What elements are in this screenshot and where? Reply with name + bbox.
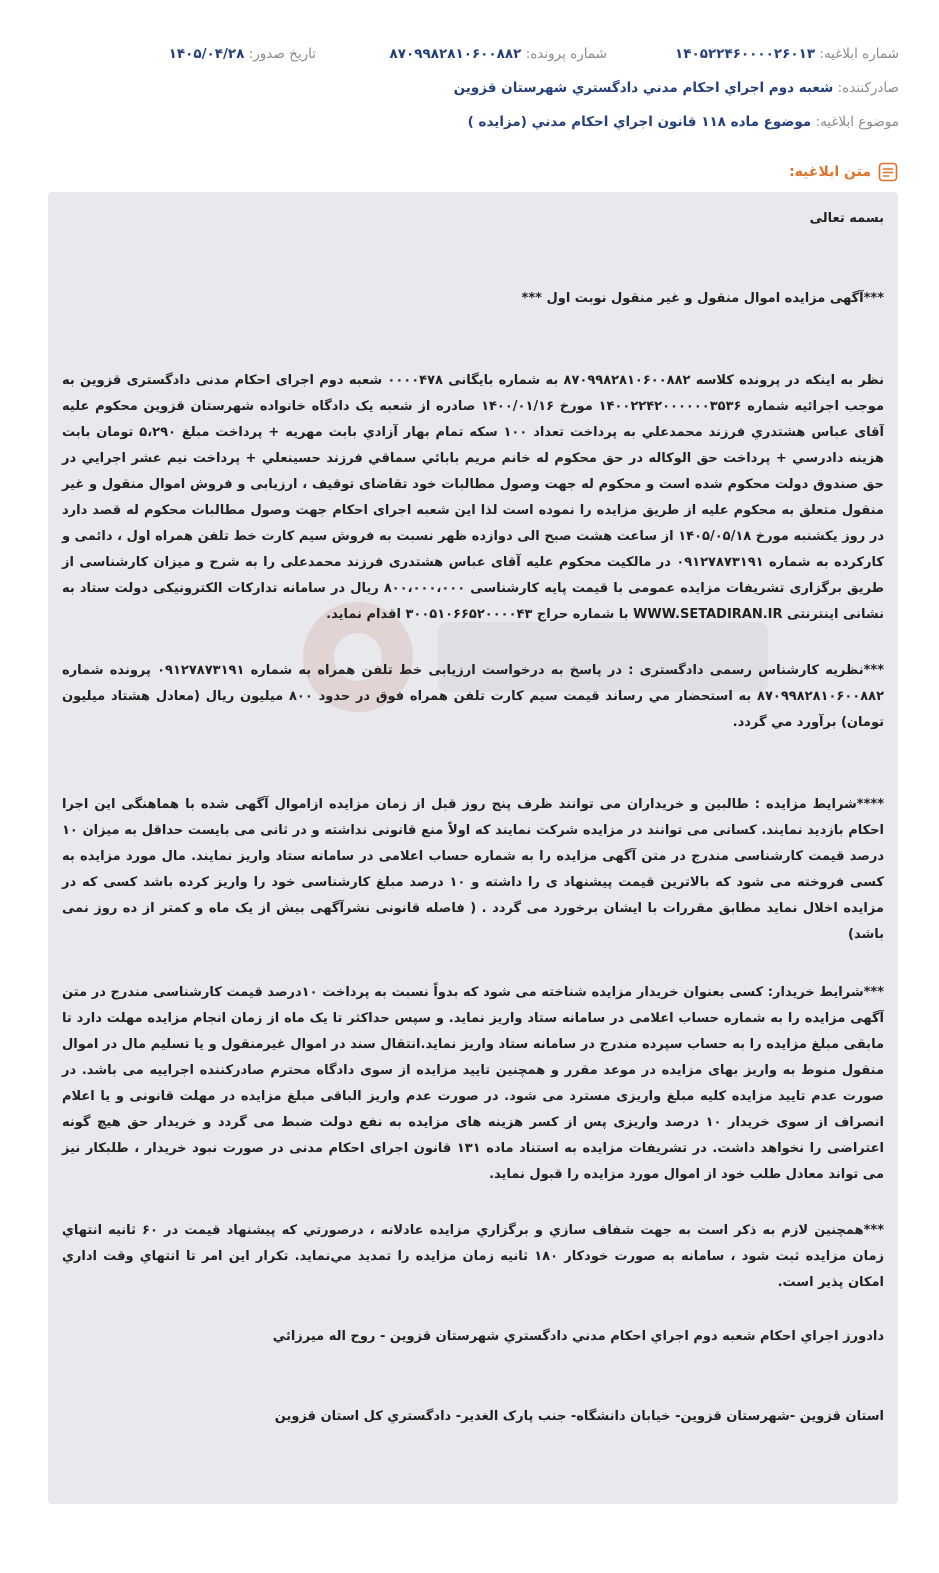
document-icon (877, 161, 899, 183)
expert-paragraph: ***نظریه کارشناس رسمی دادگستری : در پاسخ به درخواست ارزیابی خط تلفن همراه به شماره ۰۹۱۲۷۸۷۳۱۹۱ پرونده شماره ۸۷۰۹۹۸۲۸۱۰۶۰۰۸۸۲ به استحضار مي رساند قيمت سيم کارت تلفن همراه فوق در حدود ۸۰۰ ميليون ريال (معادل هشتاد ميليون تومان) برآورد مي گردد. (62, 663, 884, 730)
issuer-label: صادرکننده: (837, 80, 899, 96)
buyer-paragraph: ***شرایط خریدار: کسی بعنوان خریدار مزایده شناخته می شود که بدواً نسبت به پرداخت ۱۰درصد قیمت کارشناسی مندرج در متن آگهی مزایده را به شماره حساب اعلامی در سامانه ستاد واریز نماید. و سپس حداکثر تا یک ماه از زمان انجام مزایده مهلت دارد تا مابقی مبلغ مزایده را به حساب سپرده مندرج در سامانه ستاد واریز نماید.انتقال سند در اموال غیرمنقول و یا تسلیم مال در اموال منقول منوط به واریز بهای مزایده در موعد مقرر و همچنین تایید مزایده از سوی دادگاه محترم صادرکننده اجراییه می باشد. در صورت عدم تایید مزایده کلیه مبلغ واریزی مسترد می شود. در صورت عدم واریز الباقی مبلغ مزایده در مهلت قانونی و یا اعلام انصراف از سوی خریدار ۱۰ درصد واریزی پس از کسر هزینه های مزایده به نفع دولت ضبط می گردد و خریدار حق هیچ گونه اعتراضی را نخواهد داشت. در تشریفات مزایده به استناد ماده ۱۳۱ قانون اجرای احکام مدنی در صورت نبود خریدار ، طلبکار نیز می تواند معادل طلب خود از اموال مورد مزایده را قبول نماید. (62, 985, 885, 1182)
judge-line: دادورز اجراي احکام شعبه دوم اجراي احکام مدني دادگستري شهرستان قزوين - روح اله ميرزائي (272, 1329, 884, 1344)
notice-number (675, 46, 899, 62)
conditions-paragraph: ****شرایط مزایده : طالبین و خریداران می توانند ظرف پنج روز قبل از زمان مزایده ازاموال آگهی شده با هماهنگی این اجرا احکام بازدید نمایند. کسانی می توانند در مزایده شرکت نمایند که اولاً منع قانونی نداشته و در ثانی می بایست حداقل به میزان ۱۰ درصد قیمت کارشناسی مندرج در متن آگهی مزایده را به شماره حساب اعلامی در سامانه ستاد واریز نمایند. مال مورد مزایده به کسی فروخته می شود که بالاترین قیمت پیشنهاد ی را داشته و ۱۰ درصد مبلغ کارشناسی خود را واریز کرده باشد کسی که در مزایده اخلال نماید مطابق مقررات با ایشان برخورد می گردد . ( فاصله قانونی نشرآگهی بیش از یک ماه و کمتر از ده روز نمی باشد) (62, 797, 884, 942)
basmala: بسمه تعالی (809, 211, 884, 226)
meta-row-subject (40, 114, 899, 130)
issue-date-label: تاریخ صدور: (248, 46, 316, 62)
main-paragraph: نظر به اینکه در پرونده کلاسه ۸۷۰۹۹۸۲۸۱۰۶۰۰۸۸۲ به شماره بایگانی ۰۰۰۰۴۷۸ شعبه دوم اجرای احکام مدنی دادگستری قزوین به موجب اجرائیه شماره ۱۴۰۰۲۲۴۲۰۰۰۰۰۰۳۵۳۶ مورخ ۱۴۰۰/۰۱/۱۶ صادره از شعبه یک دادگاه خانواده شهرستان قزوین محکوم علیه آقای عباس هشتدري فرزند محمدعلي به پرداخت تعداد ۱۰۰ سکه تمام بهار آزادي بابت مهريه + پرداخت مبلغ ۵،۲۹۰ تومان بابت هزينه دادرسي + پرداخت حق الوکاله در حق محکوم له خانم مريم بابائي سماقي فرزند حسينعلي + پرداخت نيم عشر اجرايي در حق صندوق دولت محکوم شده است و محکوم له جهت وصول مطالبات خود تقاضای توقیف ، ارزیابی و فروش اموال منقول و غیر منقول متعلق به محکوم علیه از طریق مزایده را نموده است لذا این شعبه اجرای احکام جهت وصول مطالبات محکوم له قصد دارد در روز یکشنبه مورخ ۱۴۰۵/۰۵/۱۸ از ساعت هشت صبح الی دوازده ظهر نسبت به فروش سیم کارت خط تلفن همراه اول ، دائمی و کارکرده به شماره ۰۹۱۲۷۸۷۳۱۹۱ در مالکیت محکوم علیه آقای عباس هشتدری فرزند محمدعلی را به شرح و میزان کارشناسی از طریق برگزاری تشریفات مزایده عمومی با قیمت پایه کارشناسی ۸۰۰،۰۰۰،۰۰۰ ریال در سامانه تدارکات الکترونیکی دولت ستاد به نشانی اینترنتی WWW.SETADIRAN.IR با شماره حراج ۳۰۰۵۱۰۶۶۵۲۰۰۰۰۴۳ اقدام نماید. (62, 373, 885, 622)
file-number (390, 46, 607, 62)
auction-heading: ***آگهی مزایده اموال منقول و غیر منقول نوبت اول *** (521, 291, 884, 306)
notice-number-value: ۱۴۰۵۲۲۴۶۰۰۰۰۲۶۰۱۳ (675, 46, 816, 62)
extension-paragraph: ***همچنين لازم به ذکر است به جهت شفاف سازي و برگزاري مزايده عادلانه ، درصورتي که پيشنهاد قيمت در ۶۰ ثانيه انتهاي زمان مزايده ثبت شود ، سامانه به صورت خودکار ۱۸۰ ثانيه زمان مزايده را تمديد مي‌نمايد. تکرار اين امر تا انتهاي وقت اداري امکان پذير است. (62, 1223, 884, 1290)
notice-text-header (789, 160, 899, 184)
notice-text-box (48, 192, 898, 1504)
issue-date (169, 46, 316, 62)
address-line: استان قزوين -شهرستان قزوين- خيابان دانشگاه- جنب پارک الغدير- دادگستري کل استان قزوين (274, 1409, 884, 1424)
notice-text-title: متن ابلاغیه: (789, 164, 871, 180)
issue-date-value: ۱۴۰۵/۰۴/۲۸ (168, 46, 245, 62)
meta-row-numbers (40, 46, 899, 66)
notice-number-label: شماره ابلاغیه: (819, 46, 899, 62)
issuer-value: شعبه دوم اجراي احکام مدني دادگستري شهرستان قزوين (453, 80, 834, 96)
file-number-label: شماره پرونده: (525, 46, 607, 62)
file-number-value: ۸۷۰۹۹۸۲۸۱۰۶۰۰۸۸۲ (389, 46, 522, 62)
subject-value: موضوع ماده ۱۱۸ قانون اجراي احکام مدني (مزايده ) (467, 114, 812, 130)
meta-row-issuer (40, 80, 899, 96)
subject-label: موضوع ابلاغیه: (815, 114, 899, 130)
